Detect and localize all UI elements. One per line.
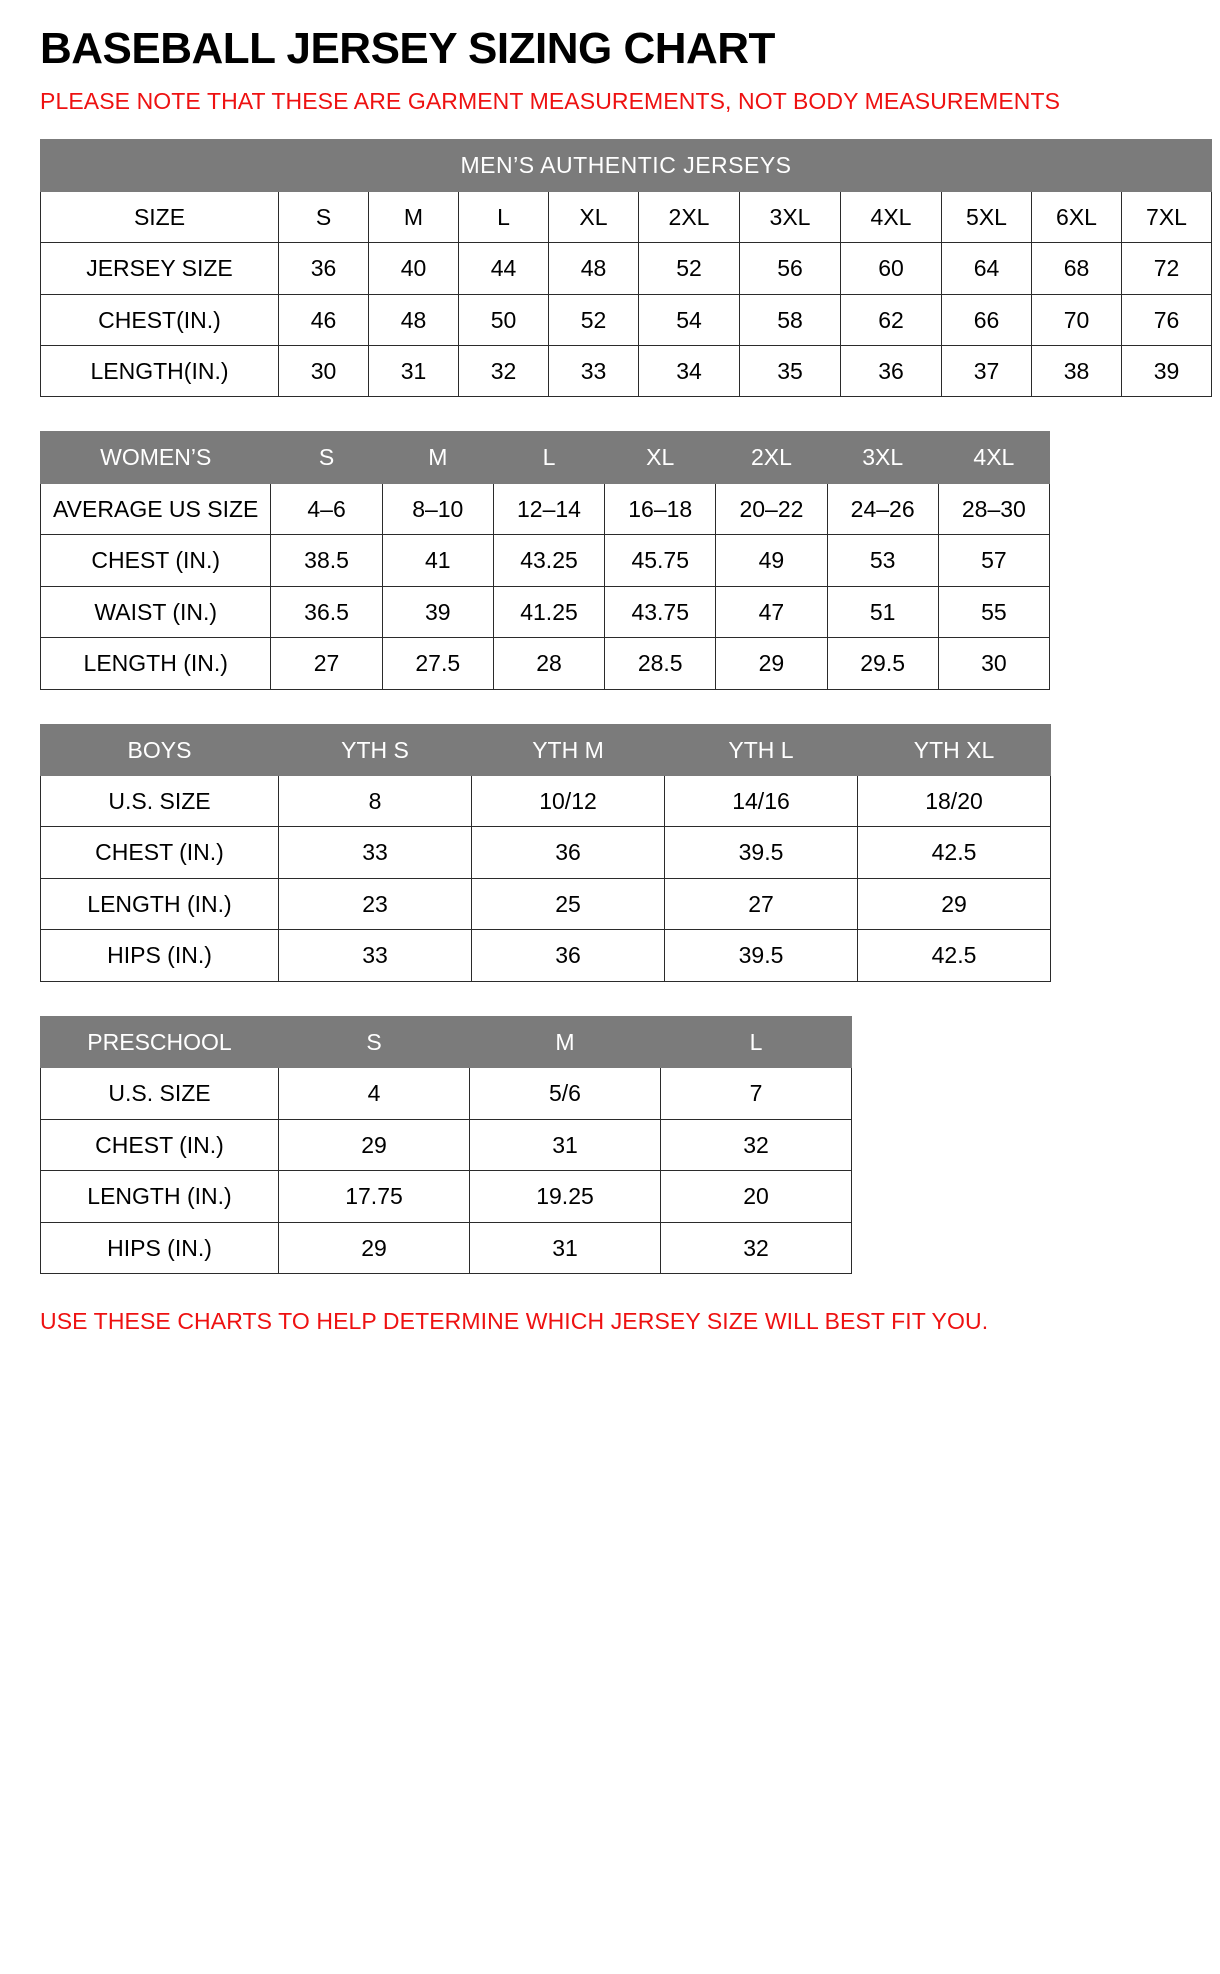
cell: 36 [472, 930, 665, 981]
page-title: BASEBALL JERSEY SIZING CHART [40, 24, 775, 73]
boys-row-label: U.S. SIZE [41, 776, 279, 827]
womens-size-3xl: 3XL [827, 432, 938, 483]
cell: 40 [369, 243, 459, 294]
cell: 58 [740, 294, 841, 345]
table-row [41, 535, 1050, 586]
mens-size-header: SIZE [41, 191, 279, 242]
preschool-header: PRESCHOOL [41, 1016, 279, 1067]
cell: 34 [639, 345, 740, 396]
mens-size-4xl: 4XL [841, 191, 942, 242]
mens-row-label: LENGTH(IN.) [41, 345, 279, 396]
preschool-size-s: S [279, 1016, 470, 1067]
cell: 55 [938, 586, 1049, 637]
cell: 51 [827, 586, 938, 637]
preschool-size-m: M [470, 1016, 661, 1067]
cell: 33 [279, 930, 472, 981]
boys-header: BOYS [41, 724, 279, 775]
cell: 49 [716, 535, 827, 586]
cell: 60 [841, 243, 942, 294]
mens-sizing-table [40, 139, 1212, 397]
table-row [41, 1119, 852, 1170]
cell: 29 [716, 638, 827, 689]
cell: 76 [1122, 294, 1212, 345]
cell: 17.75 [279, 1171, 470, 1222]
womens-size-2xl: 2XL [716, 432, 827, 483]
cell: 25 [472, 878, 665, 929]
cell: 18/20 [858, 776, 1051, 827]
table-row [41, 827, 1051, 878]
mens-size-7xl: 7XL [1122, 191, 1212, 242]
cell: 19.25 [470, 1171, 661, 1222]
cell: 62 [841, 294, 942, 345]
cell: 27.5 [382, 638, 493, 689]
cell: 38.5 [271, 535, 382, 586]
table-row-banner [41, 140, 1212, 191]
preschool-row-label: HIPS (IN.) [41, 1222, 279, 1273]
boys-size-yth-m: YTH M [472, 724, 665, 775]
cell: 41 [382, 535, 493, 586]
cell: 52 [639, 243, 740, 294]
cell: 52 [549, 294, 639, 345]
mens-size-s: S [279, 191, 369, 242]
cell: 4 [279, 1068, 470, 1119]
cell: 54 [639, 294, 740, 345]
cell: 39.5 [665, 827, 858, 878]
table-row [41, 930, 1051, 981]
mens-size-2xl: 2XL [639, 191, 740, 242]
table-row [41, 776, 1051, 827]
table-row [41, 243, 1212, 294]
cell: 32 [459, 345, 549, 396]
womens-size-s: S [271, 432, 382, 483]
cell: 41.25 [493, 586, 604, 637]
mens-size-3xl: 3XL [740, 191, 841, 242]
womens-row-label: LENGTH (IN.) [41, 638, 271, 689]
cell: 53 [827, 535, 938, 586]
cell: 46 [279, 294, 369, 345]
cell: 4–6 [271, 483, 382, 534]
boys-size-yth-s: YTH S [279, 724, 472, 775]
cell: 5/6 [470, 1068, 661, 1119]
preschool-row-label: CHEST (IN.) [41, 1119, 279, 1170]
table-row-header [41, 1016, 852, 1067]
cell: 37 [942, 345, 1032, 396]
boys-row-label: LENGTH (IN.) [41, 878, 279, 929]
boys-sizing-table [40, 724, 1051, 982]
cell: 29.5 [827, 638, 938, 689]
cell: 29 [279, 1222, 470, 1273]
cell: 56 [740, 243, 841, 294]
cell: 39 [382, 586, 493, 637]
cell: 38 [1032, 345, 1122, 396]
womens-row-label: CHEST (IN.) [41, 535, 271, 586]
cell: 66 [942, 294, 1032, 345]
cell: 28.5 [605, 638, 716, 689]
cell: 72 [1122, 243, 1212, 294]
womens-size-xl: XL [605, 432, 716, 483]
cell: 27 [665, 878, 858, 929]
cell: 68 [1032, 243, 1122, 294]
garment-measurement-note: PLEASE NOTE THAT THESE ARE GARMENT MEASUREMENTS, NOT BODY MEASUREMENTS [40, 88, 1061, 115]
mens-size-m: M [369, 191, 459, 242]
cell: 33 [549, 345, 639, 396]
cell: 36.5 [271, 586, 382, 637]
cell: 36 [472, 827, 665, 878]
cell: 57 [938, 535, 1049, 586]
table-row [41, 878, 1051, 929]
table-row [41, 586, 1050, 637]
cell: 31 [369, 345, 459, 396]
cell: 27 [271, 638, 382, 689]
mens-size-5xl: 5XL [942, 191, 1032, 242]
cell: 20 [661, 1171, 852, 1222]
cell: 24–26 [827, 483, 938, 534]
boys-size-yth-xl: YTH XL [858, 724, 1051, 775]
boys-row-label: CHEST (IN.) [41, 827, 279, 878]
table-row [41, 1068, 852, 1119]
cell: 45.75 [605, 535, 716, 586]
table-row [41, 294, 1212, 345]
cell: 32 [661, 1222, 852, 1273]
cell: 39.5 [665, 930, 858, 981]
table-row [41, 1222, 852, 1273]
cell: 32 [661, 1119, 852, 1170]
womens-size-4xl: 4XL [938, 432, 1049, 483]
cell: 43.75 [605, 586, 716, 637]
cell: 23 [279, 878, 472, 929]
cell: 29 [279, 1119, 470, 1170]
womens-size-l: L [493, 432, 604, 483]
mens-size-l: L [459, 191, 549, 242]
cell: 42.5 [858, 827, 1051, 878]
cell: 39 [1122, 345, 1212, 396]
cell: 20–22 [716, 483, 827, 534]
cell: 8–10 [382, 483, 493, 534]
table-row [41, 638, 1050, 689]
boys-size-yth-l: YTH L [665, 724, 858, 775]
cell: 47 [716, 586, 827, 637]
cell: 43.25 [493, 535, 604, 586]
cell: 30 [938, 638, 1049, 689]
womens-sizing-table [40, 431, 1050, 689]
preschool-row-label: LENGTH (IN.) [41, 1171, 279, 1222]
mens-size-xl: XL [549, 191, 639, 242]
mens-banner: MEN’S AUTHENTIC JERSEYS [41, 140, 1212, 191]
cell: 10/12 [472, 776, 665, 827]
cell: 50 [459, 294, 549, 345]
cell: 42.5 [858, 930, 1051, 981]
table-row-header [41, 432, 1050, 483]
cell: 64 [942, 243, 1032, 294]
cell: 31 [470, 1222, 661, 1273]
mens-row-label: JERSEY SIZE [41, 243, 279, 294]
cell: 8 [279, 776, 472, 827]
cell: 14/16 [665, 776, 858, 827]
cell: 35 [740, 345, 841, 396]
mens-row-label: CHEST(IN.) [41, 294, 279, 345]
mens-size-6xl: 6XL [1032, 191, 1122, 242]
womens-header: WOMEN’S [41, 432, 271, 483]
cell: 30 [279, 345, 369, 396]
preschool-sizing-table [40, 1016, 852, 1274]
cell: 16–18 [605, 483, 716, 534]
table-row [41, 345, 1212, 396]
cell: 31 [470, 1119, 661, 1170]
womens-size-m: M [382, 432, 493, 483]
table-row [41, 1171, 852, 1222]
cell: 29 [858, 878, 1051, 929]
table-row-header [41, 724, 1051, 775]
cell: 33 [279, 827, 472, 878]
preschool-row-label: U.S. SIZE [41, 1068, 279, 1119]
cell: 70 [1032, 294, 1122, 345]
cell: 28–30 [938, 483, 1049, 534]
footer-note: USE THESE CHARTS TO HELP DETERMINE WHICH JERSEY SIZE WILL BEST FIT YOU. [40, 1307, 989, 1334]
cell: 36 [279, 243, 369, 294]
womens-row-label: AVERAGE US SIZE [41, 483, 271, 534]
cell: 7 [661, 1068, 852, 1119]
cell: 36 [841, 345, 942, 396]
cell: 12–14 [493, 483, 604, 534]
preschool-size-l: L [661, 1016, 852, 1067]
cell: 48 [369, 294, 459, 345]
cell: 28 [493, 638, 604, 689]
table-row [41, 483, 1050, 534]
womens-row-label: WAIST (IN.) [41, 586, 271, 637]
cell: 44 [459, 243, 549, 294]
cell: 48 [549, 243, 639, 294]
table-row [41, 191, 1212, 242]
boys-row-label: HIPS (IN.) [41, 930, 279, 981]
